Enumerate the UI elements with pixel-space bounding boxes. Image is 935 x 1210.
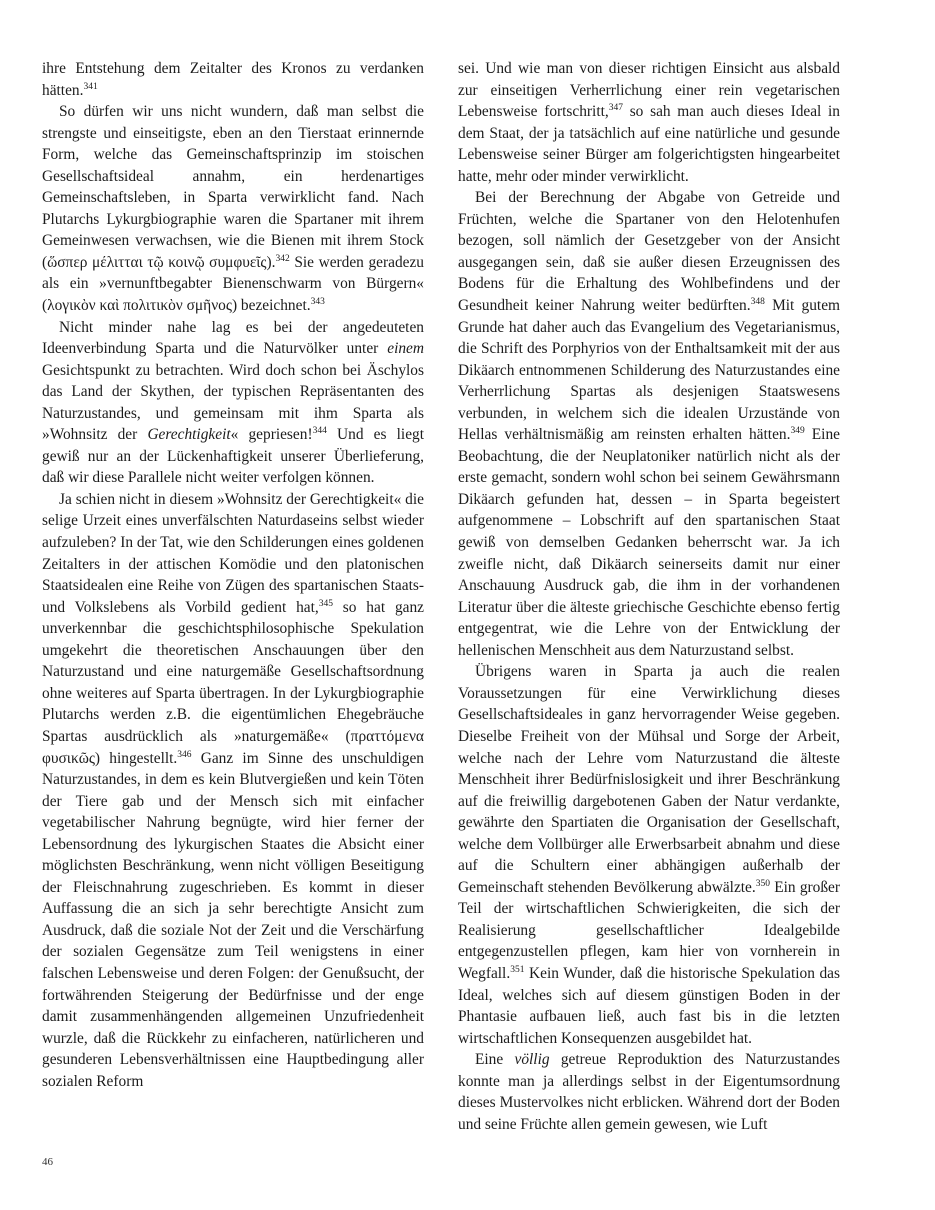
footnote-ref[interactable]: 345 bbox=[318, 598, 333, 609]
paragraph: sei. Und wie man von dieser richtigen Einsicht aus alsbald zur einseitigen Verherrlichung einer rein vegetarischen Lebensweise fortschritt,$^{347}$ so sah man auch dieses Ideal in dem Staat, der ja tatsächlich auf eine natürliche und gesunde Lebensweise seiner Bürger am folgerichtigsten hingearbeitet hatte, mehr oder minder verwirklicht. bbox=[458, 60, 840, 185]
emphasis: Gerechtigkeit bbox=[147, 426, 231, 444]
footnote-ref[interactable]: 351 bbox=[510, 964, 525, 975]
footnote-ref[interactable]: 343 bbox=[310, 297, 325, 308]
page-number: 46 bbox=[42, 1156, 53, 1168]
footnote-ref[interactable]: 346 bbox=[177, 749, 192, 760]
footnote-ref[interactable]: 347 bbox=[608, 103, 623, 114]
paragraph: Ja schien nicht in diesem »Wohnsitz der Gerechtigkeit« die selige Urzeit eines unverfälschten Naturdaseins selbst wieder aufzuleben? In der Tat, wie den Schilderungen eines goldenen Zeitalters in der attischen Komödie und den platonischen Staatsidealen eine Reihe von Zügen des spartanischen Staats- und Volkslebens als Vorbild gedient hat,$^{345}$ so hat ganz unverkennbar die geschichtsphilosophische Spekulation umgekehrt die theoretischen Anschauungen über den Naturzustand und eine naturgemäße Gesellschaftsordnung ohne weiteres auf Sparta übertragen. In der Lykurgbiographie Plutarchs werden z.B. die eigentümlichen Ehegebräuche Spartas ausdrücklich als »naturgemäße« (πραττόμενα φυσικῶς) hingestellt.$^{346}$ Ganz im Sinne des unschuldigen Naturzustandes, in dem es kein Blutvergießen und kein Töten der Tiere gab und der Mensch sich mit einfacher vegetabilischer Nahrung begnügte, wird hier ferner der Lebensordnung des lykurgischen Staates die Absicht einer möglichsten Beschränkung, wenn nicht völligen Beseitigung der Fleischnahrung zugeschrieben. Es kommt in dieser Auffassung die an sich ja sehr berechtigte Ansicht zum Ausdruck, daß die soziale Not der Zeit und die Verschärfung der sozialen Gegensätze zum Teil wenigstens in einer falschen Lebensweise und deren Folgen: der Genußsucht, der fortwährenden Steigerung der Bedürfnisse und der enge damit zusammenhängenden allgemeinen Unzufriedenheit wurzle, daß die Rückkehr zu einfacheren, natürlicheren und gesunderen Lebensverhältnissen eine Hauptbedingung aller sozialen Reform bbox=[42, 490, 425, 1090]
footnote-ref[interactable]: 348 bbox=[750, 297, 765, 308]
paragraph: Eine völlig getreue Reproduktion des Naturzustandes konnte man ja allerdings selbst in der Eigentumsordnung dieses Mustervolkes nicht erblicken. Während dort der Boden und seine Früchte allen gemein gewesen, wie Luft bbox=[458, 1051, 840, 1133]
paragraph: So dürfen wir uns nicht wundern, daß man selbst die strengste und einseitigste, eben an den Tierstaat erinnernde Form, welche das Gemeinschaftsprinzip im stoischen Gesellschaftsideal annahm, ein herdenartiges Gemeinschaftsleben, in Sparta verwirklicht fand. Nach Plutarchs Lykurgbiographie waren die Spartaner mit ihrem Gemeinwesen verwachsen, wie die Bienen mit ihrem Stock (ὥσπερ μέλιτται τῷ κοινῷ συμφυεῖς).$^{342}$ Sie werden geradezu als ein »vernunftbegabter Bienenschwarm von Bürgern« (λογικὸν καὶ πολιτικὸν σμῆνος) bezeichnet.$^{343}$ bbox=[42, 103, 424, 315]
paragraph: ihre Entstehung dem Zeitalter des Kronos zu verdanken hätten.$^{341}$ bbox=[42, 60, 424, 99]
footnote-ref[interactable]: 344 bbox=[312, 426, 327, 437]
paragraph: Bei der Berechnung der Abgabe von Getreide und Früchten, welche die Spartaner von den Helotenhufen bezogen, soll nämlich der Gesetzgeber von der Ansicht ausgegangen sein, daß sie außer diesen Erzeugnissen des Bodens für die Erhaltung des Wohlbefindens und der Gesundheit keiner Nahrung weiter bedürften.$^{348}$ Mit gutem Grunde hat daher auch das Evangelium des Vegetarianismus, die Schrift des Porphyrios von der Enthaltsamkeit mit der aus Dikäarch entnommenen Schilderung des Naturzustandes eine Verherrlichung Spartas als desjenigen Staatswesens verbunden, in welchem sich die idealen Urzustände von Hellas verhältnismäßig am reinsten erhalten hätten.$^{349}$ Eine Beobachtung, die der Neuplatoniker natürlich nicht als der erste gemacht, sondern wohl schon bei seinem Gewährsmann Dikäarch gefunden hat, dessen – in Sparta begeistert aufgenommene – Lobschrift auf den spartanischen Staat gewiß von demselben Gedanken beherrscht war. Ja ich zweifle nicht, daß Dikäarch seinerseits damit nur einer Anschauung Ausdruck gab, die ihm in der vorhandenen Literatur über die älteste griechische Geschichte ebenso fertig entgegentrat, wie die Lehre von der Entwicklung der hellenischen Menschheit aus dem Naturzustand selbst. bbox=[458, 189, 841, 659]
right-text-column bbox=[458, 58, 840, 1135]
footnote-ref[interactable]: 350 bbox=[755, 878, 770, 889]
paragraph: Übrigens waren in Sparta ja auch die realen Voraussetzungen für eine Verwirklichung dieses Gesellschaftsideales in ganz hervorragender Weise gegeben. Dieselbe Freiheit von der Mühsal und Sorge der Arbeit, welche nach der Lehre vom Naturzustand die älteste Menschheit ihrer Bedürfnislosigkeit und ihrer Beschränkung auf die freiwillig dargebotenen Gaben der Natur verdankte, gewährte den Spartiaten die Organisation der Gesellschaft, welche dem Vollbürger alle Erwerbsarbeit abnahm und diese auf die Schultern einer abhängigen außerhalb der Gemeinschaft stehenden Bevölkerung abwälzte.$^{350}$ Ein großer Teil der wirtschaftlichen Schwierigkeiten, die sich der Realisierung gesellschaftlicher Idealgebilde entgegenzustellen pflegen, kam hier von vornherein in Wegfall.$^{351}$ Kein Wunder, daß die historische Spekulation das Ideal, welches sich auf diesem günstigen Boden in der Phantasie aufbauen ließ, auch fast bis in die letzten wirtschaftlichen Konsequenzen ausgebildet hat. bbox=[458, 663, 840, 1047]
emphasis: einem bbox=[387, 340, 424, 358]
footnote-ref[interactable]: 349 bbox=[790, 426, 805, 437]
paragraph: Nicht minder nahe lag es bei der angedeuteten Ideenverbindung Sparta und die Naturvölker unter einem Gesichtspunkt zu betrachten. Wird doch schon bei Äschylos das Land der Skythen, der typischen Repräsentanten des Naturzustandes, und gemeinsam mit ihm Sparta als »Wohnsitz der Gerechtigkeit« gepriesen!$^{344}$ Und es liegt gewiß nur an der Lückenhaftigkeit unserer Überlieferung, daß wir diese Parallele nicht weiter verfolgen können. bbox=[42, 318, 425, 487]
emphasis: völlig bbox=[514, 1051, 550, 1069]
footnote-ref[interactable]: 341 bbox=[83, 81, 98, 92]
footnote-ref[interactable]: 342 bbox=[275, 253, 290, 264]
left-text-column bbox=[42, 58, 424, 1092]
